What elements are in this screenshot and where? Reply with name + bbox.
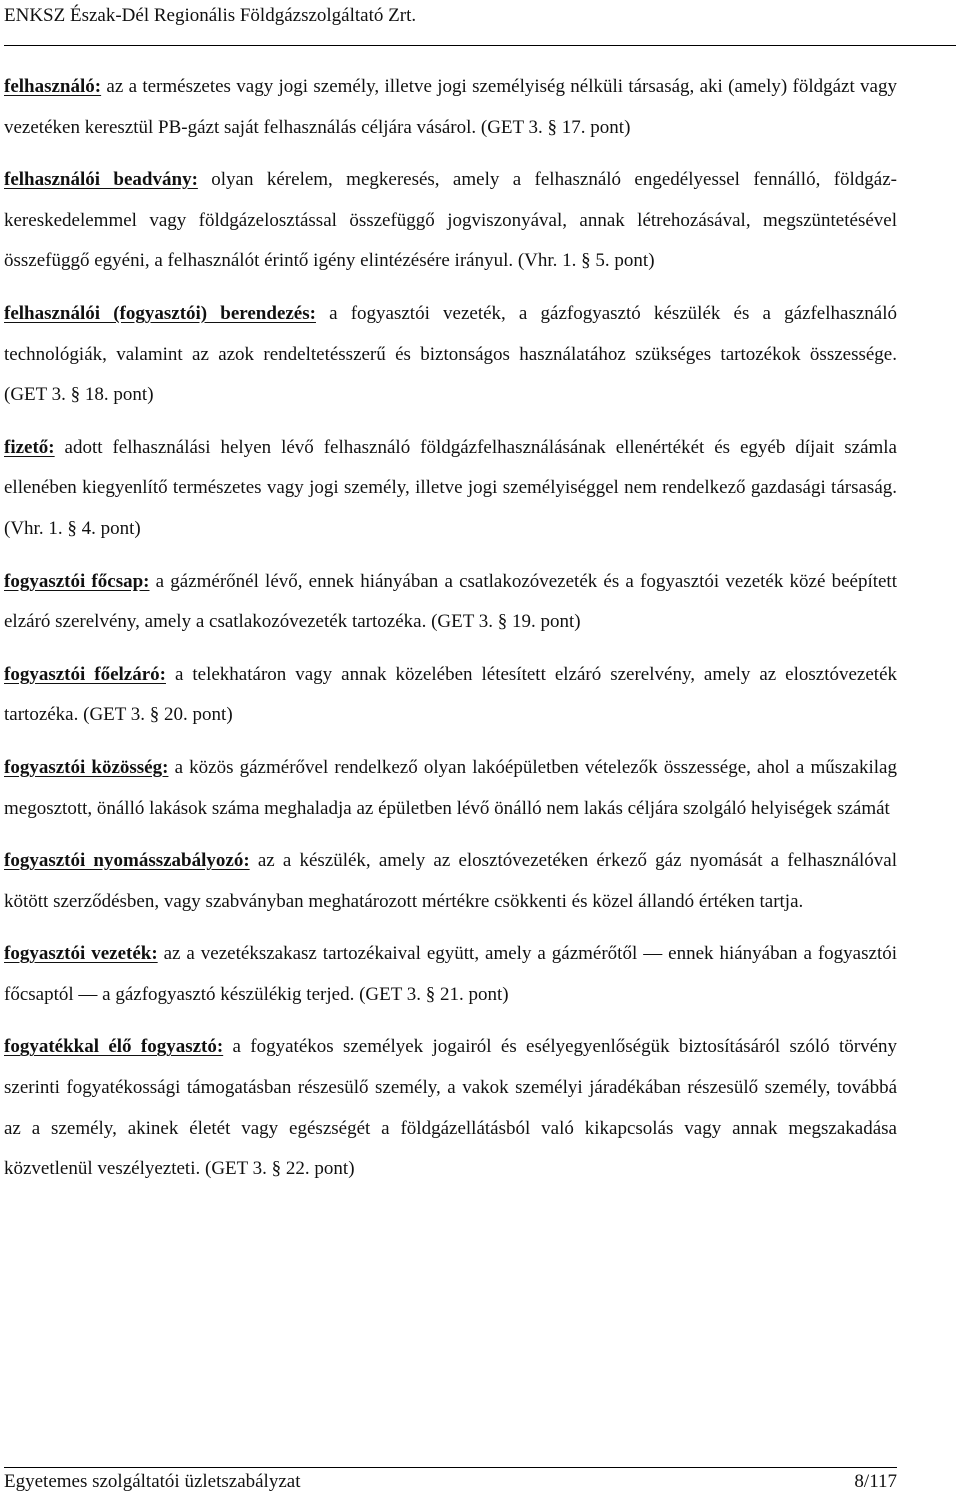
definition-entry [4, 1027, 897, 1189]
definition-text: adott felhasználási helyen lévő felhasználó földgázfelhasználásának ellenértékét és egyéb díjait számla ellenében kiegyenlítő természetes vagy jogi személy, illetve jogi személyiséggel nem rendelkező gazdasági társaság. (Vhr. 1. § 4. pont) [4, 436, 897, 539]
document-title: Egyetemes szolgáltatói üzletszabályzat [4, 1471, 301, 1492]
definition-entry [4, 294, 897, 416]
definition-term: fogyasztói főcsap: [4, 570, 150, 592]
definition-entry [4, 67, 897, 148]
definition-term: fogyasztói vezeték: [4, 943, 158, 965]
definition-entry [4, 934, 897, 1015]
definition-text: a fogyasztói vezeték, a gázfogyasztó készülék és a gázfelhasználó technológiák, valamint az azok rendeltetésszerű és biztonságos használatához szükséges tartozékok összessége. (GET 3. § 18. pont) [4, 302, 897, 406]
definition-text: a közös gázmérővel rendelkező olyan lakóépületben vételezők összessége, ahol a műszakilag megosztott, önálló lakások száma meghaladja az épületben lévő önálló nem lakás céljára szolgáló helyiségek számát [4, 756, 897, 819]
definition-term: fogyasztói közösség: [4, 756, 169, 778]
definition-entry [4, 655, 897, 736]
definition-term: felhasználói (fogyasztói) berendezés: [4, 302, 316, 324]
definitions-list [4, 67, 897, 1202]
page-header [4, 2, 956, 46]
definition-entry [4, 748, 897, 829]
definition-text: a telekhatáron vagy annak közelében létesített elzáró szerelvény, amely az elosztóvezeték tartozéka. (GET 3. § 20. pont) [4, 663, 898, 726]
definition-term: fogyasztói nyomásszabályozó: [4, 850, 250, 872]
definition-term: fizető: [4, 436, 55, 458]
page-footer [4, 1467, 897, 1493]
definition-text: olyan kérelem, megkeresés, amely a felhasználó engedélyessel fennálló, földgáz-kereskedelemmel vagy földgázelosztással összefüggő jogviszonyával, annak létrehozásával, megszüntetésével összefüggő egyéni, a felhasználót érintő igény elintézésére irányul. (Vhr. 1. § 5. pont) [4, 169, 897, 272]
definition-text: az a készülék, amely az elosztóvezetéken érkező gáz nyomását a felhasználóval kötött szerződésben, vagy szabványban meghatározott mértékre csökkenti és közel állandó értéken tartja. [4, 850, 898, 912]
definition-term: fogyasztói főelzáró: [4, 663, 166, 685]
definition-entry [4, 428, 897, 550]
company-name: ENKSZ Észak-Dél Regionális Földgázszolgáltató Zrt. [4, 5, 417, 26]
page-number: 8/117 [854, 1471, 897, 1492]
definition-entry [4, 160, 897, 282]
definition-text: az a vezetékszakasz tartozékaival együtt, amely a gázmérőtől ― ennek hiányában a fogyasztói főcsaptól ― a gázfogyasztó készülékig terjed. (GET 3. § 21. pont) [4, 943, 897, 1005]
definition-text: a gázmérőnél lévő, ennek hiányában a csatlakozóvezeték és a fogyasztói vezeték közé beépített elzáró szerelvény, amely a csatlakozóvezeték tartozéka. (GET 3. § 19. pont) [4, 570, 897, 633]
definition-text: az a természetes vagy jogi személy, illetve jogi személyiség nélküli társaság, aki (amely) földgázt vagy vezetéken keresztül PB-gázt saját felhasználás céljára vásárol. (GET 3. § 17. pont) [4, 76, 897, 138]
definition-term: felhasználó: [4, 76, 102, 97]
definition-entry [4, 562, 897, 643]
definition-text: a fogyatékos személyek jogairól és esélyegyenlőségük biztosításáról szóló törvény szerinti fogyatékossági támogatásban részesülő személy, a vakok személyi járadékában részesülő személy, továbbá az a személy, akinek életét vagy egészségét a földgázellátásból való kikapcsolás vagy annak megszakadása közvetlenül veszélyezteti. (GET 3. § 22. pont) [4, 1036, 897, 1180]
definition-term: fogyatékkal élő fogyasztó: [4, 1036, 224, 1058]
definition-entry [4, 841, 897, 922]
definition-term: felhasználói beadvány: [4, 169, 198, 191]
